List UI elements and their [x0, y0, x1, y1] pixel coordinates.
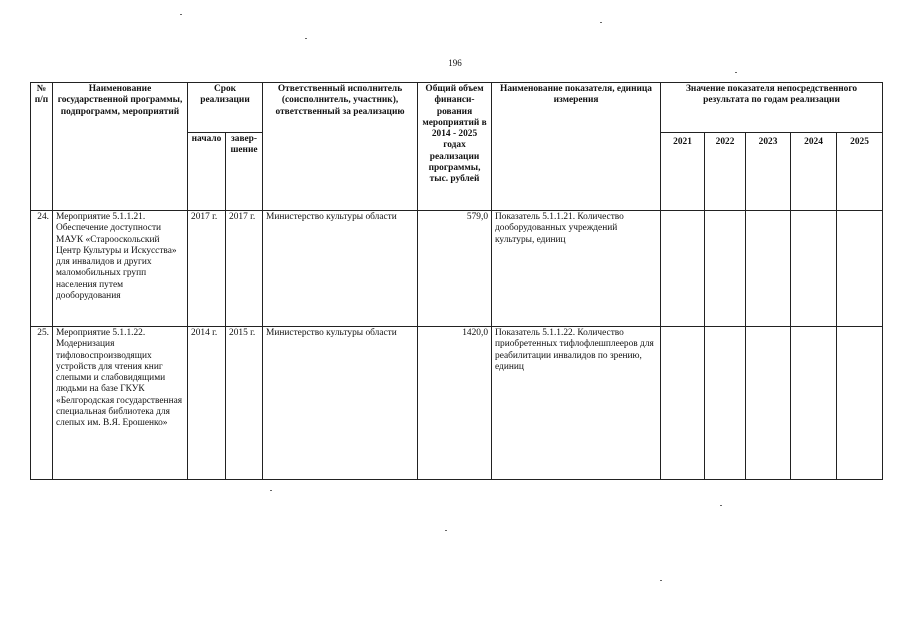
- row-name: Мероприятие 5.1.1.21. Обеспечение доступности МАУК «Старооскольский Центр Культуры и Искусства» для инвалидов и других маломобильных групп населения путем дооборудования: [53, 211, 188, 327]
- header-term-end: завер- шение: [226, 133, 263, 211]
- header-num: № п/п: [31, 83, 53, 211]
- row-indicator: Показатель 5.1.1.21. Количество дооборудованных учреждений культуры, единиц: [492, 211, 661, 327]
- row-number: 25.: [31, 327, 53, 480]
- row-value-2025: [837, 327, 883, 480]
- row-executor: Министерство культуры области: [263, 211, 418, 327]
- scan-speck: [735, 72, 737, 73]
- scan-speck: [600, 22, 602, 23]
- header-year-2022: 2022: [705, 133, 746, 211]
- page-number: 196: [448, 58, 462, 68]
- row-start: 2014 г.: [188, 327, 226, 480]
- scan-speck: [180, 14, 182, 15]
- row-value-2021: [661, 211, 705, 327]
- row-volume: 579,0: [418, 211, 492, 327]
- row-value-2024: [791, 327, 837, 480]
- row-end: 2017 г.: [226, 211, 263, 327]
- row-value-2021: [661, 327, 705, 480]
- header-year-2025: 2025: [837, 133, 883, 211]
- row-executor: Министерство культуры области: [263, 327, 418, 480]
- program-table: [30, 82, 883, 480]
- row-value-2023: [746, 327, 791, 480]
- header-year-2023: 2023: [746, 133, 791, 211]
- row-value-2022: [705, 211, 746, 327]
- header-indicator: Наименование показателя, единица измерения: [492, 83, 661, 211]
- row-value-2025: [837, 211, 883, 327]
- scan-speck: [445, 530, 447, 531]
- row-name: Мероприятие 5.1.1.22. Модернизация тифловоспроизводящих устройств для чтения книг слепыми и слабовидящими людьми на базе ГКУК «Белгородская государственная специальная библиотека для слепых им. В.Я. Ерошенко»: [53, 327, 188, 480]
- scan-speck: [660, 580, 662, 581]
- row-start: 2017 г.: [188, 211, 226, 327]
- row-volume: 1420,0: [418, 327, 492, 480]
- table-row: [31, 327, 883, 480]
- header-name: Наименование государственной программы, подпрограмм, мероприятий: [53, 83, 188, 211]
- header-row-1: [31, 83, 883, 133]
- row-value-2024: [791, 211, 837, 327]
- row-indicator: Показатель 5.1.1.22. Количество приобретенных тифлофлешплееров для реабилитации инвалидов по зрению, единиц: [492, 327, 661, 480]
- header-year-2021: 2021: [661, 133, 705, 211]
- header-year-2024: 2024: [791, 133, 837, 211]
- header-term-start: начало: [188, 133, 226, 211]
- header-executor: Ответственный исполнитель (соисполнитель, участник), ответственный за реализацию: [263, 83, 418, 211]
- table-row: [31, 211, 883, 327]
- row-end: 2015 г.: [226, 327, 263, 480]
- row-number: 24.: [31, 211, 53, 327]
- scan-speck: [305, 38, 307, 39]
- header-term: Срок реализации: [188, 83, 263, 133]
- row-value-2023: [746, 211, 791, 327]
- header-values: Значение показателя непосредственного результата по годам реализации: [661, 83, 883, 133]
- header-volume: Общий объем финанси- рования мероприятий в 2014 - 2025 годах реализации программы, тыс. рублей: [418, 83, 492, 211]
- scan-speck: [720, 505, 722, 506]
- row-value-2022: [705, 327, 746, 480]
- scan-speck: [270, 490, 272, 491]
